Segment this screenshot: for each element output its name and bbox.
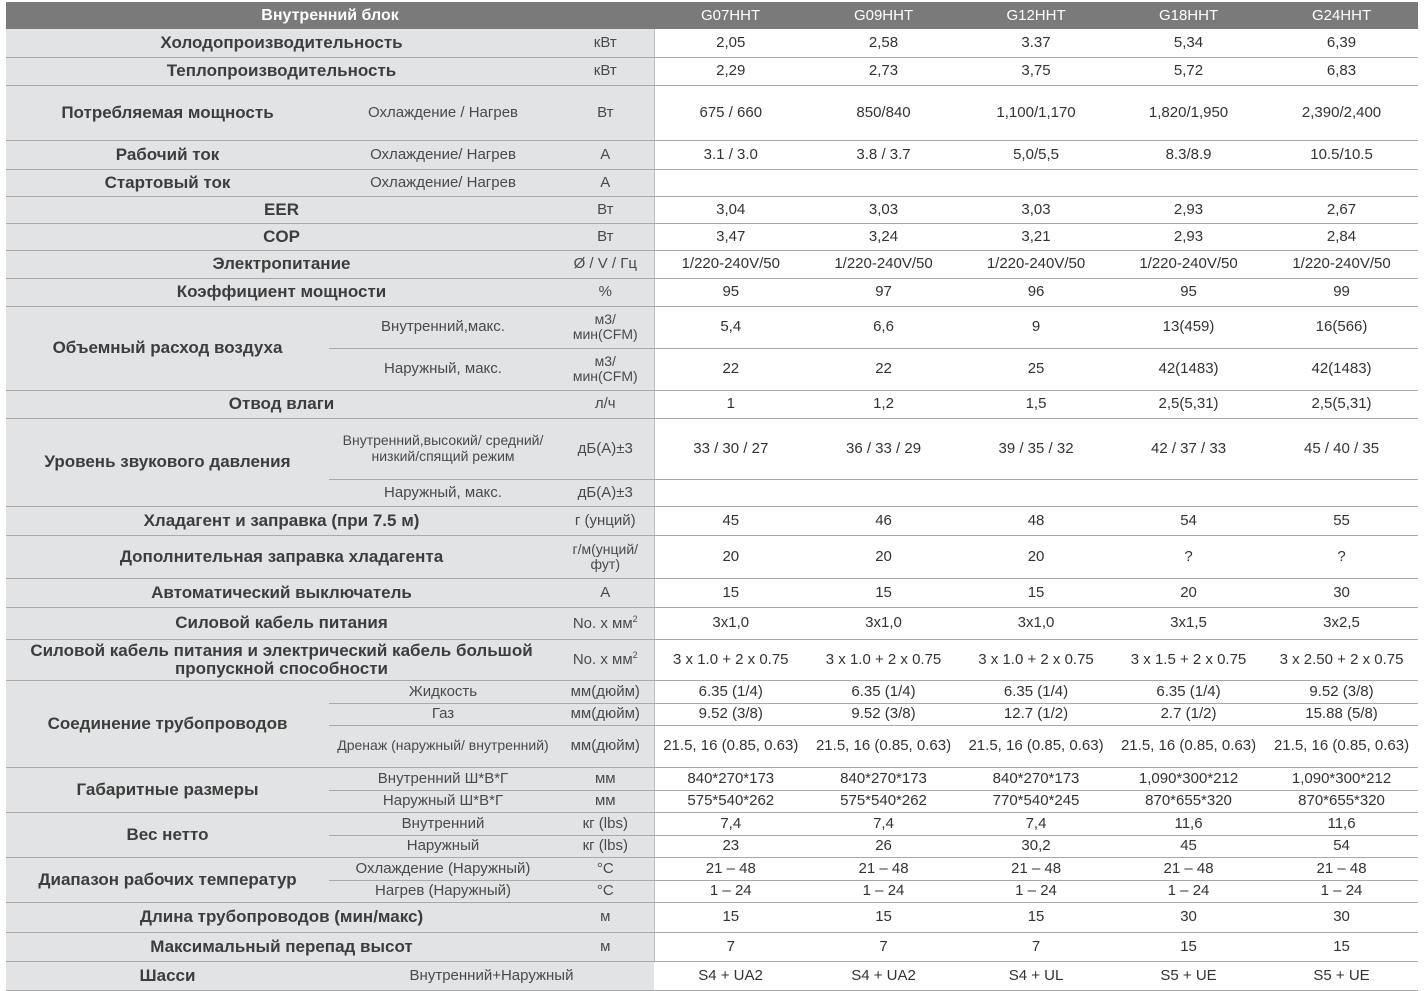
cell-value: 13(459) bbox=[1112, 306, 1265, 348]
row-sublabel: Охлаждение/ Нагрев bbox=[329, 169, 557, 196]
row-label: Холодопроизводительность bbox=[6, 29, 557, 57]
cell-value: 6,83 bbox=[1265, 57, 1418, 85]
cell-value: 840*270*173 bbox=[654, 767, 807, 790]
row-sublabel: Жидкость bbox=[329, 680, 557, 703]
row-sublabel: Охлаждение / Нагрев bbox=[329, 85, 557, 140]
row-sublabel: Дренаж (наружный/ внутренний) bbox=[329, 725, 557, 767]
cell-value: 3.37 bbox=[960, 29, 1112, 57]
row-power-supply bbox=[6, 250, 1418, 278]
cell-value: 2,5(5,31) bbox=[1265, 390, 1418, 418]
cell-value: 840*270*173 bbox=[807, 767, 960, 790]
row-cooling-capacity bbox=[6, 29, 1418, 57]
row-sublabel: Газ bbox=[329, 703, 557, 725]
row-sublabel: Наружный, макс. bbox=[329, 479, 557, 506]
row-pipe-length bbox=[6, 902, 1418, 932]
cell-value: 6.35 (1/4) bbox=[807, 680, 960, 703]
cell-value: 21 – 48 bbox=[960, 857, 1112, 880]
cell-value: 575*540*262 bbox=[654, 790, 807, 812]
row-unit: Вт bbox=[557, 85, 654, 140]
cell-value: 33 / 30 / 27 bbox=[654, 418, 807, 479]
row-label: Стартовый ток bbox=[6, 169, 329, 196]
row-unit: г (унций) bbox=[557, 506, 654, 535]
cell-value: 5,72 bbox=[1112, 57, 1265, 85]
row-temp-cooling bbox=[6, 857, 1418, 880]
row-eer bbox=[6, 196, 1418, 223]
cell-value: 21 – 48 bbox=[1112, 857, 1265, 880]
cell-value: S5 + UE bbox=[1265, 961, 1418, 990]
row-power-factor bbox=[6, 278, 1418, 306]
row-label: EER bbox=[6, 196, 557, 223]
cell-value: 1 – 24 bbox=[1112, 880, 1265, 902]
cell-value: 26 bbox=[807, 835, 960, 857]
row-unit: Ø / V / Гц bbox=[557, 250, 654, 278]
cell-value: 23 bbox=[654, 835, 807, 857]
row-sublabel: Внутренний+Наружный bbox=[329, 961, 654, 990]
cell-value: 20 bbox=[1112, 578, 1265, 607]
cell-value: 15 bbox=[960, 902, 1112, 932]
cell-value: 8.3/8.9 bbox=[1112, 140, 1265, 169]
cell-value: 12.7 (1/2) bbox=[960, 703, 1112, 725]
cell-value: 1 – 24 bbox=[1265, 880, 1418, 902]
row-label: Коэффициент мощности bbox=[6, 278, 557, 306]
cell-value: ? bbox=[1265, 535, 1418, 578]
row-dimensions-indoor bbox=[6, 767, 1418, 790]
cell-value: 2,05 bbox=[654, 29, 807, 57]
cell-value: 5,0/5,5 bbox=[960, 140, 1112, 169]
cell-value: 870*655*320 bbox=[1112, 790, 1265, 812]
cell-value: 11,6 bbox=[1265, 812, 1418, 835]
row-weight-indoor bbox=[6, 812, 1418, 835]
model-header: G09HHT bbox=[807, 2, 960, 29]
cell-value: 1/220-240V/50 bbox=[960, 250, 1112, 278]
row-label: Автоматический выключатель bbox=[6, 578, 557, 607]
cell-value: 10.5/10.5 bbox=[1265, 140, 1418, 169]
model-header: G12HHT bbox=[960, 2, 1112, 29]
row-refrigerant bbox=[6, 506, 1418, 535]
cell-value: 3x1,0 bbox=[960, 607, 1112, 639]
cell-value: 2,67 bbox=[1265, 196, 1418, 223]
cell-value: S4 + UA2 bbox=[654, 961, 807, 990]
cell-value: 15 bbox=[654, 578, 807, 607]
row-unit: м bbox=[557, 932, 654, 961]
cell-value: 15 bbox=[1265, 932, 1418, 961]
row-chassis bbox=[6, 961, 1418, 990]
cell-value: 20 bbox=[960, 535, 1112, 578]
row-label: Габаритные размеры bbox=[6, 767, 329, 812]
cell-value: 96 bbox=[960, 278, 1112, 306]
row-sublabel: Охлаждение/ Нагрев bbox=[329, 140, 557, 169]
cell-value: 2,93 bbox=[1112, 196, 1265, 223]
row-unit: мм(дюйм) bbox=[557, 680, 654, 703]
row-unit: кг (lbs) bbox=[557, 835, 654, 857]
cell-value: 1,820/1,950 bbox=[1112, 85, 1265, 140]
cell-value: 5,34 bbox=[1112, 29, 1265, 57]
spec-table bbox=[6, 2, 1418, 991]
model-header: G24HHT bbox=[1265, 2, 1418, 29]
row-airflow-indoor bbox=[6, 306, 1418, 348]
cell-value: 46 bbox=[807, 506, 960, 535]
row-piping-liquid bbox=[6, 680, 1418, 703]
cell-value: 9.52 (3/8) bbox=[654, 703, 807, 725]
cell-value: ? bbox=[1112, 535, 1265, 578]
row-sublabel: Внутренний,макс. bbox=[329, 306, 557, 348]
cell-value: 2,29 bbox=[654, 57, 807, 85]
cell-value: 11,6 bbox=[1112, 812, 1265, 835]
row-label: Диапазон рабочих температур bbox=[6, 857, 329, 902]
cell-value: 30 bbox=[1265, 578, 1418, 607]
cell-value: 21.5, 16 (0.85, 0.63) bbox=[1265, 725, 1418, 767]
cell-value: 30 bbox=[1112, 902, 1265, 932]
row-sublabel: Внутренний,высокий/ средний/низкий/спящий режим bbox=[329, 418, 557, 479]
row-label: Дополнительная заправка хладагента bbox=[6, 535, 557, 578]
row-unit: дБ(A)±3 bbox=[557, 479, 654, 506]
cell-value: 2.7 (1/2) bbox=[1112, 703, 1265, 725]
cell-value: 45 / 40 / 35 bbox=[1265, 418, 1418, 479]
cell-value: 575*540*262 bbox=[807, 790, 960, 812]
row-sublabel: Наружный bbox=[329, 835, 557, 857]
row-sublabel: Нагрев (Наружный) bbox=[329, 880, 557, 902]
cell-value: 15 bbox=[654, 902, 807, 932]
cell-value: 3x2,5 bbox=[1265, 607, 1418, 639]
row-unit: м bbox=[557, 902, 654, 932]
cell-value: 42(1483) bbox=[1265, 348, 1418, 390]
row-unit: мм bbox=[557, 767, 654, 790]
empty-values bbox=[654, 479, 1418, 506]
row-unit: °C bbox=[557, 857, 654, 880]
row-unit: Вт bbox=[557, 196, 654, 223]
cell-value: 3,24 bbox=[807, 223, 960, 250]
unit-superscript: 2 bbox=[632, 613, 638, 624]
row-sublabel: Внутренний bbox=[329, 812, 557, 835]
cell-value: 3,03 bbox=[807, 196, 960, 223]
cell-value: S4 + UA2 bbox=[807, 961, 960, 990]
row-power-cable bbox=[6, 607, 1418, 639]
row-unit: л/ч bbox=[557, 390, 654, 418]
header-row bbox=[6, 2, 1418, 29]
cell-value: 1,100/1,170 bbox=[960, 85, 1112, 140]
cell-value: 16(566) bbox=[1265, 306, 1418, 348]
cell-value: 3 x 1.5 + 2 x 0.75 bbox=[1112, 639, 1265, 680]
row-label: Отвод влаги bbox=[6, 390, 557, 418]
cell-value: 2,73 bbox=[807, 57, 960, 85]
empty-values bbox=[654, 169, 1418, 196]
cell-value: 21.5, 16 (0.85, 0.63) bbox=[654, 725, 807, 767]
cell-value: 1,090*300*212 bbox=[1265, 767, 1418, 790]
model-header: G18HHT bbox=[1112, 2, 1265, 29]
cell-value: 1 – 24 bbox=[960, 880, 1112, 902]
cell-value: 3x1,0 bbox=[654, 607, 807, 639]
row-sublabel: Наружный Ш*В*Г bbox=[329, 790, 557, 812]
cell-value: 7,4 bbox=[654, 812, 807, 835]
cell-value: 770*540*245 bbox=[960, 790, 1112, 812]
row-additional-charge bbox=[6, 535, 1418, 578]
cell-value: 870*655*320 bbox=[1265, 790, 1418, 812]
cell-value: 15 bbox=[960, 578, 1112, 607]
row-unit: мм(дюйм) bbox=[557, 725, 654, 767]
row-unit: мм(дюйм) bbox=[557, 703, 654, 725]
row-unit: кВт bbox=[557, 57, 654, 85]
cell-value: 3 x 2.50 + 2 x 0.75 bbox=[1265, 639, 1418, 680]
cell-value: 1,2 bbox=[807, 390, 960, 418]
cell-value: 7,4 bbox=[960, 812, 1112, 835]
cell-value: 7 bbox=[654, 932, 807, 961]
cell-value: 3 x 1.0 + 2 x 0.75 bbox=[654, 639, 807, 680]
cell-value: S4 + UL bbox=[960, 961, 1112, 990]
row-unit: А bbox=[557, 140, 654, 169]
cell-value: 1,090*300*212 bbox=[1112, 767, 1265, 790]
row-noise-indoor bbox=[6, 418, 1418, 479]
cell-value: 30,2 bbox=[960, 835, 1112, 857]
cell-value: 1,5 bbox=[960, 390, 1112, 418]
row-label: Длина трубопроводов (мин/макс) bbox=[6, 902, 557, 932]
cell-value: 3,75 bbox=[960, 57, 1112, 85]
cell-value: 7 bbox=[807, 932, 960, 961]
cell-value: 21.5, 16 (0.85, 0.63) bbox=[1112, 725, 1265, 767]
row-label: Шасси bbox=[6, 961, 329, 990]
row-label: Соединение трубопроводов bbox=[6, 680, 329, 767]
cell-value: 675 / 660 bbox=[654, 85, 807, 140]
cell-value: 15 bbox=[807, 578, 960, 607]
cell-value: 54 bbox=[1265, 835, 1418, 857]
row-label: Объемный расход воздуха bbox=[6, 306, 329, 390]
cell-value: 21 – 48 bbox=[807, 857, 960, 880]
row-unit: кВт bbox=[557, 29, 654, 57]
unit-superscript: 2 bbox=[632, 650, 638, 661]
row-sublabel: Внутренний Ш*В*Г bbox=[329, 767, 557, 790]
row-sublabel: Наружный, макс. bbox=[329, 348, 557, 390]
row-unit: г/м(унций/ фут) bbox=[557, 535, 654, 578]
cell-value: 1/220-240V/50 bbox=[1265, 250, 1418, 278]
cell-value: 20 bbox=[807, 535, 960, 578]
cell-value: 21.5, 16 (0.85, 0.63) bbox=[807, 725, 960, 767]
cell-value: 3x1,5 bbox=[1112, 607, 1265, 639]
row-dehumidification bbox=[6, 390, 1418, 418]
row-starting-current bbox=[6, 169, 1418, 196]
row-unit: м3/ мин(CFM) bbox=[557, 306, 654, 348]
cell-value: 1 – 24 bbox=[654, 880, 807, 902]
cell-value: 54 bbox=[1112, 506, 1265, 535]
cell-value: 21 – 48 bbox=[654, 857, 807, 880]
cell-value: 7 bbox=[960, 932, 1112, 961]
cell-value: 2,58 bbox=[807, 29, 960, 57]
cell-value: 3.8 / 3.7 bbox=[807, 140, 960, 169]
cell-value: 22 bbox=[654, 348, 807, 390]
row-unit: Вт bbox=[557, 223, 654, 250]
cell-value: 48 bbox=[960, 506, 1112, 535]
cell-value: 30 bbox=[1265, 902, 1418, 932]
cell-value: 3 x 1.0 + 2 x 0.75 bbox=[807, 639, 960, 680]
cell-value: 21 – 48 bbox=[1265, 857, 1418, 880]
cell-value: 42(1483) bbox=[1112, 348, 1265, 390]
cell-value: 3x1,0 bbox=[807, 607, 960, 639]
cell-value: 3,04 bbox=[654, 196, 807, 223]
cell-value: 15 bbox=[1112, 932, 1265, 961]
row-label: Хладагент и заправка (при 7.5 м) bbox=[6, 506, 557, 535]
cell-value: 1 bbox=[654, 390, 807, 418]
cell-value: 9.52 (3/8) bbox=[807, 703, 960, 725]
row-circuit-breaker bbox=[6, 578, 1418, 607]
cell-value: 21.5, 16 (0.85, 0.63) bbox=[960, 725, 1112, 767]
row-label: Максимальный перепад высот bbox=[6, 932, 557, 961]
model-header: G07HHT bbox=[654, 2, 807, 29]
cell-value: 2,93 bbox=[1112, 223, 1265, 250]
cell-value: 15 bbox=[807, 902, 960, 932]
cell-value: 3,21 bbox=[960, 223, 1112, 250]
cell-value: 1/220-240V/50 bbox=[807, 250, 960, 278]
row-label: COP bbox=[6, 223, 557, 250]
cell-value: 2,5(5,31) bbox=[1112, 390, 1265, 418]
cell-value: 1/220-240V/50 bbox=[1112, 250, 1265, 278]
cell-value: 3,47 bbox=[654, 223, 807, 250]
cell-value: 39 / 35 / 32 bbox=[960, 418, 1112, 479]
cell-value: S5 + UE bbox=[1112, 961, 1265, 990]
row-label: Уровень звукового давления bbox=[6, 418, 329, 506]
cell-value: 7,4 bbox=[807, 812, 960, 835]
row-unit bbox=[557, 639, 654, 680]
cell-value: 6.35 (1/4) bbox=[1112, 680, 1265, 703]
cell-value: 2,390/2,400 bbox=[1265, 85, 1418, 140]
cell-value: 1/220-240V/50 bbox=[654, 250, 807, 278]
cell-value: 25 bbox=[960, 348, 1112, 390]
cell-value: 95 bbox=[654, 278, 807, 306]
cell-value: 3,03 bbox=[960, 196, 1112, 223]
cell-value: 42 / 37 / 33 bbox=[1112, 418, 1265, 479]
row-label: Потребляемая мощность bbox=[6, 85, 329, 140]
cell-value: 6,6 bbox=[807, 306, 960, 348]
unit-text: No. x мм bbox=[572, 651, 633, 669]
row-heating-capacity bbox=[6, 57, 1418, 85]
row-label: Вес нетто bbox=[6, 812, 329, 857]
row-label: Электропитание bbox=[6, 250, 557, 278]
unit-text: No. x мм bbox=[572, 614, 633, 632]
row-unit bbox=[557, 607, 654, 639]
row-unit: % bbox=[557, 278, 654, 306]
cell-value: 6,39 bbox=[1265, 29, 1418, 57]
row-unit: мм bbox=[557, 790, 654, 812]
cell-value: 20 bbox=[654, 535, 807, 578]
row-operating-current bbox=[6, 140, 1418, 169]
cell-value: 45 bbox=[1112, 835, 1265, 857]
cell-value: 5,4 bbox=[654, 306, 807, 348]
cell-value: 9 bbox=[960, 306, 1112, 348]
cell-value: 45 bbox=[654, 506, 807, 535]
cell-value: 2,84 bbox=[1265, 223, 1418, 250]
row-sublabel: Охлаждение (Наружный) bbox=[329, 857, 557, 880]
cell-value: 840*270*173 bbox=[960, 767, 1112, 790]
cell-value: 6.35 (1/4) bbox=[654, 680, 807, 703]
cell-value: 9.52 (3/8) bbox=[1265, 680, 1418, 703]
cell-value: 15.88 (5/8) bbox=[1265, 703, 1418, 725]
row-cop bbox=[6, 223, 1418, 250]
row-unit: м3/ мин(CFM) bbox=[557, 348, 654, 390]
cell-value: 6.35 (1/4) bbox=[960, 680, 1112, 703]
row-signal-cable bbox=[6, 639, 1418, 680]
cell-value: 3.1 / 3.0 bbox=[654, 140, 807, 169]
row-label: Теплопроизводительность bbox=[6, 57, 557, 85]
row-label: Силовой кабель питания и электрический кабель большой пропускной способности bbox=[6, 639, 557, 680]
row-height-difference bbox=[6, 932, 1418, 961]
cell-value: 97 bbox=[807, 278, 960, 306]
header-label: Внутренний блок bbox=[6, 2, 654, 29]
row-unit: кг (lbs) bbox=[557, 812, 654, 835]
row-unit: °C bbox=[557, 880, 654, 902]
row-power-consumption bbox=[6, 85, 1418, 140]
cell-value: 36 / 33 / 29 bbox=[807, 418, 960, 479]
row-label: Силовой кабель питания bbox=[6, 607, 557, 639]
cell-value: 99 bbox=[1265, 278, 1418, 306]
row-unit: А bbox=[557, 169, 654, 196]
cell-value: 1 – 24 bbox=[807, 880, 960, 902]
cell-value: 55 bbox=[1265, 506, 1418, 535]
row-unit: А bbox=[557, 578, 654, 607]
cell-value: 850/840 bbox=[807, 85, 960, 140]
cell-value: 22 bbox=[807, 348, 960, 390]
cell-value: 3 x 1.0 + 2 x 0.75 bbox=[960, 639, 1112, 680]
cell-value: 95 bbox=[1112, 278, 1265, 306]
row-unit: дБ(A)±3 bbox=[557, 418, 654, 479]
row-label: Рабочий ток bbox=[6, 140, 329, 169]
